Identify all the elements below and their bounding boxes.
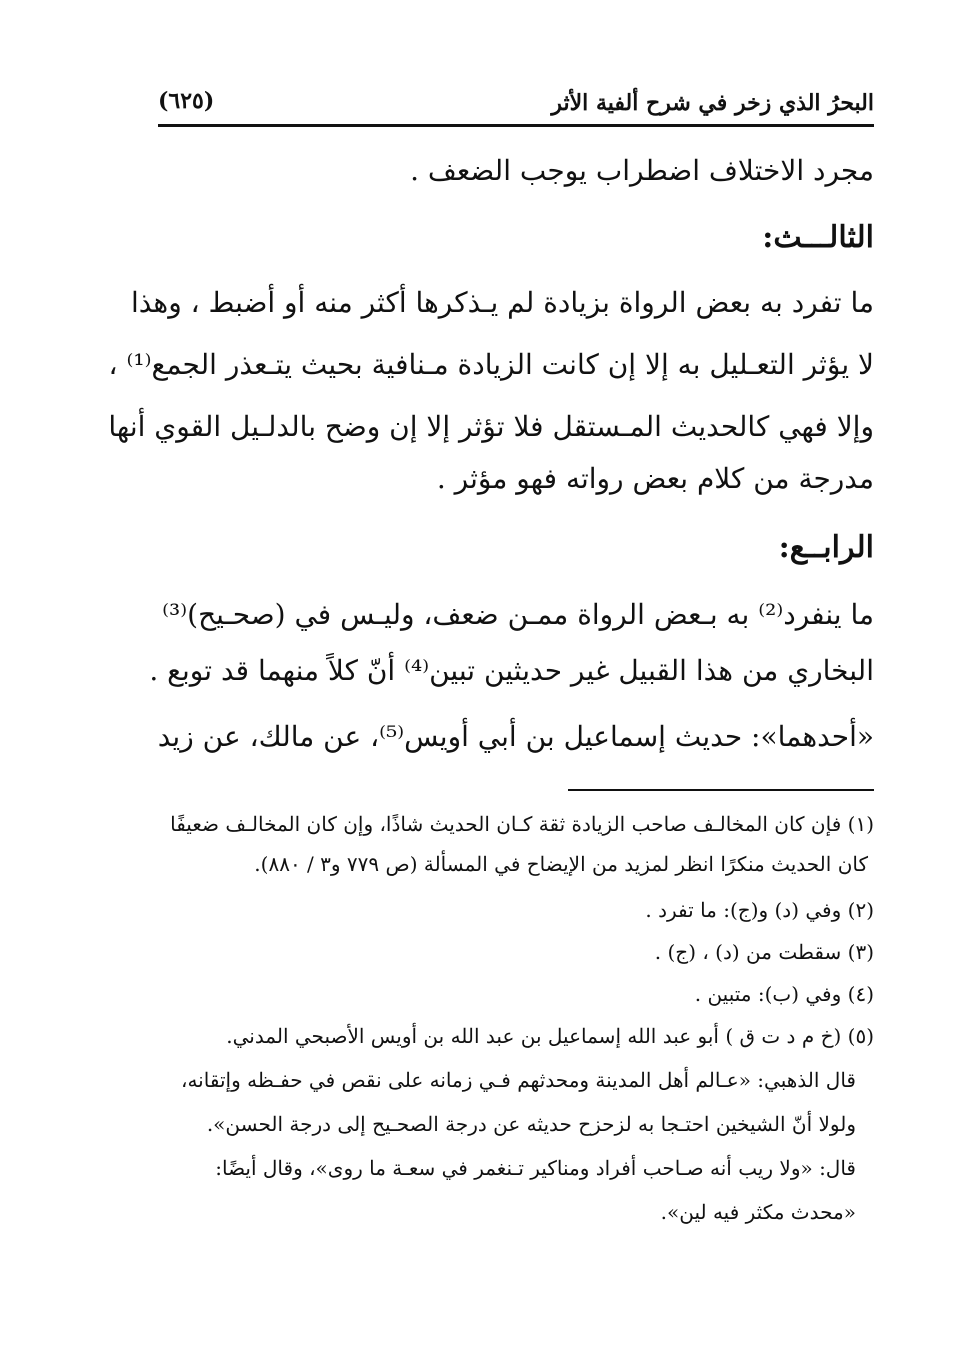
footnote-5-cont: قال الذهبي: «عـالم أهل المدينة ومحدثهم فـي زمانه على نقص في حفـظه وإتقانه، [181,1068,856,1092]
text-line: لا يؤثر التعـليل به إلا إن كانت الزيادة مـنافية بحيث يتـعذر الجمع⁽¹⁾ ، [108,348,874,381]
section-heading-third: الثالـــث: [762,220,874,255]
footnote-3: (٣) سقطت من (د) ، (ج) . [654,940,874,964]
page-number: (٦٢٥) [158,88,215,114]
running-header [158,84,874,127]
text-line: «أحدهما»: حديث إسماعيل بن أبي أويس⁽⁵⁾، عن مالك، عن زيد [157,720,874,753]
text-line: مجرد الاختلاف اضطراب يوجب الضعف . [410,154,874,187]
section-heading-fourth: الرابــع: [778,530,874,565]
footnote-5-cont: ولولا أنّ الشيخين احتـجا به لزحزح حديثه عن درجة الصحـيح إلى درجة الحسن». [206,1112,856,1136]
text-line: ما ينفرد⁽²⁾ به بـعض الرواة ممـن ضعف، وليـس في (صحـيح)⁽³⁾ [162,598,874,631]
text-line: وإلا فهي كالحديث المـستقل فلا تؤثر إلا إن وضح بالدلـيل القوي أنها [108,410,874,443]
text-line: البخاري من هذا القبيل غير حديثين تبين⁽⁴⁾ أنّ كلاً منهما قد توبع . [149,654,874,687]
footnote-2: (٢) وفي (د) و(ج): ما تفرد . [645,898,874,922]
footnote-5-cont: «محدث مكثر فيه لين». [660,1200,856,1224]
footnote-1-cont: كان الحديث منكرًا انظر لمزيد من الإيضاح في المسألة (ص ٧٧٩ و٣ / ٨٨٠). [254,852,868,876]
book-title: البحرُ الذي زخر في شرح ألفية الأثر [551,90,874,116]
footnote-5: (٥) (خ م د ت ق ) أبو عبد الله إسماعيل بن عبد الله بن أويس الأصبحي المدني. [226,1024,874,1048]
footnote-divider [568,789,874,791]
text-line: ما تفرد به بعض الرواة بزيادة لم يـذكرها أكثر منه أو أضبط ، وهذا [130,286,874,319]
main-text [108,150,874,770]
footnote-4: (٤) وفي (ب): متبين . [694,982,874,1006]
footnote-1: (١) فإن كان المخالـف صاحب الزيادة ثقة كـان الحديث شاذًا، وإن كان المخالـف ضعيفًا [170,812,874,836]
footnote-5-cont: قال: «ولا ريب أنه صـاحب أفراد ومناكير تـنغمر في سعـة ما روى»، وقال أيضًا: [215,1156,856,1180]
text-line: مدرجة من كلام بعض رواته فهو مؤثر . [436,462,874,495]
